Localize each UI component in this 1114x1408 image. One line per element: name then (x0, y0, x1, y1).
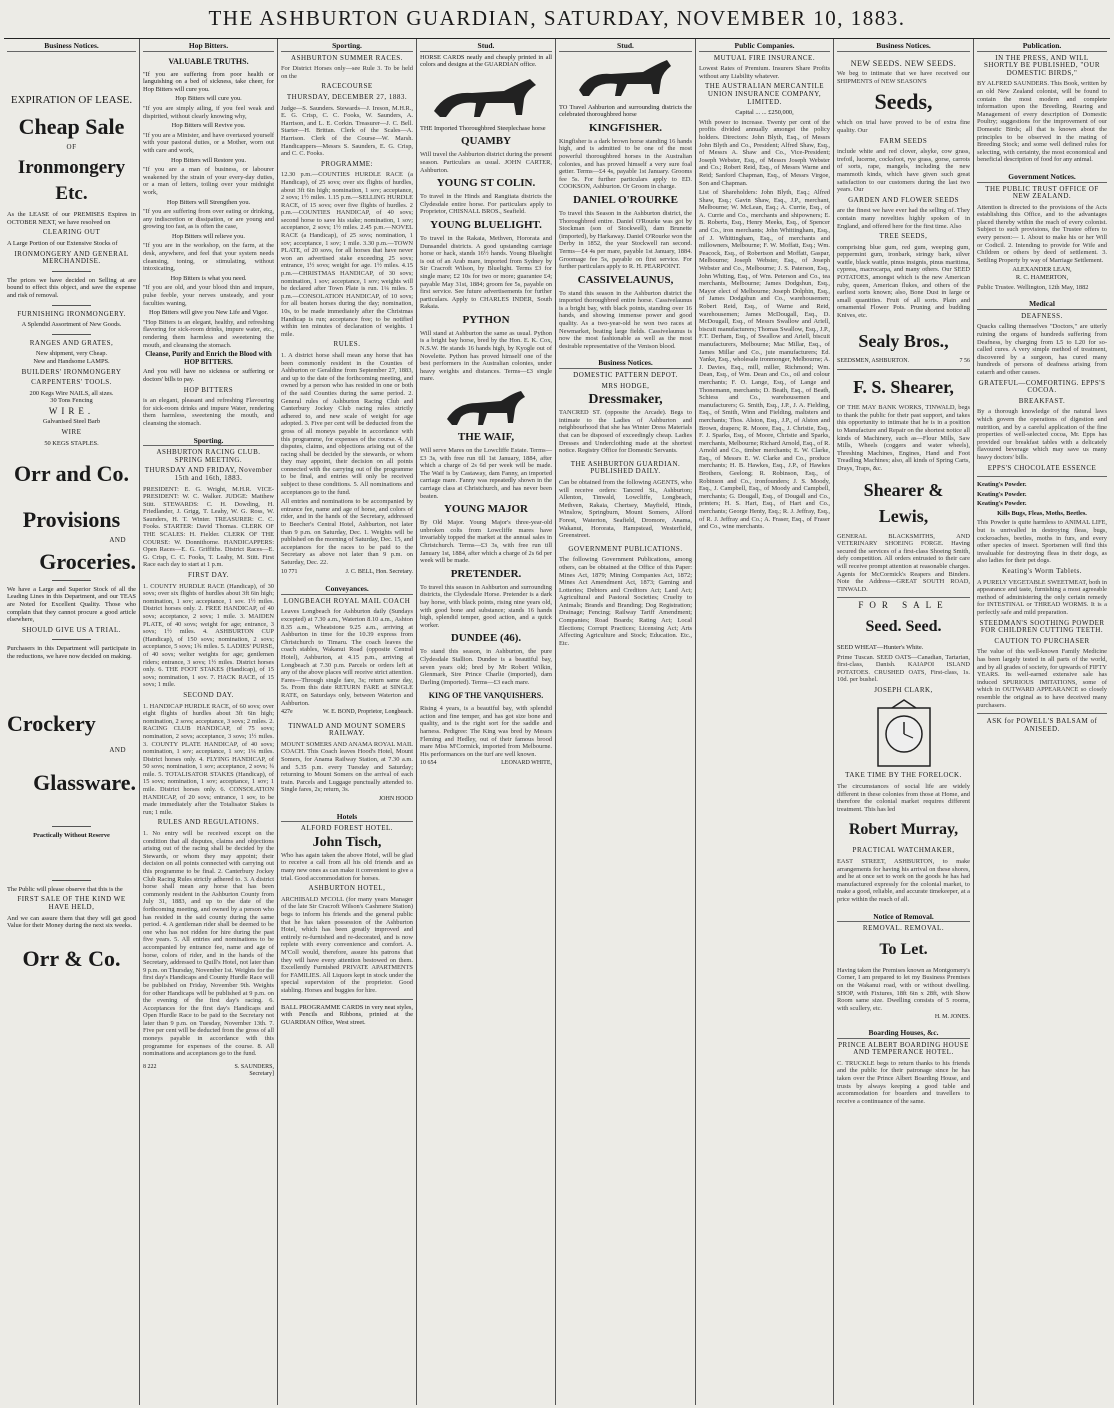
section-heading: Sporting. (281, 39, 413, 52)
section-heading: Business Notices. (559, 356, 692, 369)
clock-illustration (872, 698, 936, 768)
ad-heading: LONGBEACH ROYAL MAIL COACH (283, 596, 411, 605)
ad-text: New shipment, very Cheap. (35, 350, 108, 358)
ad-text: OF (66, 142, 77, 151)
ad-text: SEEDSMEN, ASHBURTON. (837, 357, 910, 364)
ad-heading: To Let. (879, 940, 928, 958)
ad-heading: Provisions (22, 507, 121, 533)
ad-text: MRS HODGE, (601, 381, 650, 390)
ad-heading: TAKE TIME BY THE FORELOCK. (845, 771, 962, 780)
ad-heading: KING OF THE VANQUISHERS. (428, 691, 544, 701)
ad-heading: ASHBURTON HOTEL, (308, 884, 386, 893)
column-3: Sporting. ASHBURTON SUMMER RACES. For District Horses only—see Rule 3. To be held on the RACECOURSE THURSDAY, DECEMBER 27, 1883. Judge—S. Saunders. Stewards—J. Ireson, M.H.R., E. G. Crisp, C. C. Fooks, W. Saunders, A. Harrison, and L. E. Corkin. Treasurer—J. C. Bell. Starter—H. Brittan. Clerk of the Scales—A. Harrison. Clerk of the Course—W. Marsh. Handicappers—Messrs S. Saunders, E. G. Crisp, and C. C. Fooks. PROGRAMME: 12.30 p.m.—COUNTIES HURDLE RACE (a Handicap), of 25 sovs; over six flights of hurdles, about 3ft 6in high; nomination, 1 sov; acceptance, 2 sovs; 1½ miles. 1.15 p.m.—SELLING HURDLE RACE, of 15 sovs; over five flights of hurdles. 2 p.m.—COUNTIES HANDICAP, of 40 sovs; second horse to save his stake; nomination, 1 sov; acceptance, 2 sovs; 1½ miles. 2.45 p.m.—NOVEL RACE (a Handicap), of 25 sovs; nomination, 1 sov; acceptance, 1 sov; 1 mile. 3.30 p.m.—TOWN PLATE, of 20 sovs, for all horses that have never won an advertised stake exceeding 25 sovs; entrance, 1½ sovs; weight for age. 1½ miles. 4.15 p.m.—CHRISTMAS HANDICAP, of 30 sovs; nomination, 1 sov; acceptance, 1 sov; weights will be declared after Town Plate is run. 1¼ miles. 5 p.m.—CONSOLATION HANDICAP, of 10 sovs; for all beaten horses during the day; nomination, 10s, to be made immediately after the Christmas Handicap is run; acceptance free; to be notified within ten minutes of declaration of weights. 1 mile. RULES. 1. A district horse shall mean any horse that has been commonly resident in the Counties of Ashburton or Geraldine from September 27, 1883, and up to the date of the forthcoming meeting, and owned by a person who has resided in one or both of the said Counties during the same period. 2. General rules of Ashburton Racing Club and Canterbury Jockey Club racing rules strictly adhered to, and new scale of weight for age adopted. 3. Five per cent will be deducted from the gross of all moneys payable in accordance with this programme, for expenses of the course. 4. All disputes, claims, and objections arising out of the racing shall be decided by the stewards, or whom they may appoint, their decision on all points connected with the carrying out of the programme to be final, and entries will only be received subject to these conditions. 5. All nominations and acceptances go to the fund. All entries and nominations to be accompanied by entrance fee, name and age of horse, and colors of rider, and in the hands of the Secretary, addressed to Beecher's Central Hotel, Ashburton, not later than 9 p.m. on Saturday, Dec. 1. Weights will be published on the morning of Saturday, Dec. 15, and acceptances for the races to be paid to the Secretary as above not later than 9 p.m. on Saturday, Dec. 22. 10 771 J. C. BELL, Hon. Secretary. Conveyances. LONGBEACH ROYAL MAIL COACH Leaves Longbeach for Ashburton daily (Sundays excepted) at 7.30 a.m., Waterton 8.10 a.m., Ashton 8.35 a.m., Wheatstone 9.25 a.m., arriving at Ashburton in time for the 10.39 express from Christchurch to Timaru. The coach leaves the coach stables, Wakanui Road (opposite Central Hotel), Ashburton, at 4.15 p.m., arriving at Longbeach at 7.30 p.m. Parcels or orders left at any of the above places will receive strict attention. Fares—Through single fare, 3s; return same day, 5s. From this date RETURN FARE at SINGLE RATE, on Saturdays only, between Waterton and Ashburton. 427e W. E. BOND, Proprietor, Longbeach. TINWALD AND MOUNT SOMERS RAILWAY. MOUNT SOMERS AND ANAMA ROYAL MAIL COACH. This Coach leaves Hood's Hotel, Mount Somers, for Anama Railway Station, at 7.30 a.m. and 5.35 p.m. every Tuesday and Saturday; returning to Mount Somers on the arrival of each train. Parcels and Luggage punctually attended to. Single fares, 2s; return, 3s. JOHN HOOD Hotels ALFORD FOREST HOTEL. John Tisch, Who has again taken the above Hotel, will be glad to receive a call from all his old friends and as many new ones as can make it convenient to give a trial. Good accommodation for horses. ASHBURTON HOTEL, ARCHIBALD M'COLL (for many years Manager of the late Sir Cracroft Wilson's Cashmere Station) begs to inform his friends and the general public that he has taken possession of the Ashburton Hotel, which has been greatly improved and entirely re-furnished and re-decorated, and is now replete with every convenience and comfort. A. M'Coll would, therefore, assure his patrons that they will have every attention bestowed on them. Excellently Furnished PRIVATE APARTMENTS for FAMILIES. All Liquors kept in stock under the special supervision of the proprietor. Good stabling. Horses and buggies for hire. BALL PROGRAMME CARDS in very neat styles, with Pencils and Ribbons, printed at the GUARDIAN Office, West street. (277, 39, 416, 1405)
ad-heading: GRATEFUL—COMFORTING. EPPS'S COCOA. (978, 378, 1106, 395)
ad-text: AND (109, 536, 126, 545)
ad-heading: John Tisch, (312, 834, 382, 850)
ad-heading: THE WAIF, (457, 431, 515, 444)
ad-text: Hop Bitters will cure you. (175, 95, 242, 103)
section-heading: Hotels (281, 810, 413, 823)
ad-heading: CAUTION TO PURCHASER (994, 636, 1090, 645)
ad-text: Keating's Powder. (977, 481, 1027, 489)
ad-text: IRONMONGERY AND GENERAL MERCHANDISE. (14, 249, 129, 266)
ad-text: A Splendid Assortment of New Goods. (21, 321, 122, 329)
ad-text: Cleanse, Purify and Enrich the Blood with HOP BITTERS. (145, 350, 272, 366)
ad-text: Keating's Powder. (977, 500, 1027, 508)
ad-text: Galvanised Steel Barb (42, 418, 101, 426)
ad-text: BREAKFAST. (1018, 396, 1066, 405)
section-heading: Stud. (420, 39, 552, 52)
section-heading: Sporting. (143, 434, 274, 447)
ad-text: RANGES AND GRATES, (29, 338, 114, 347)
ad-text: WIRE. (48, 405, 95, 416)
ad-heading: TINWALD AND MOUNT SOMERS RAILWAY. (288, 721, 406, 738)
ad-heading: PRETENDER. (450, 567, 522, 580)
column-2: Hop Bitters. VALUABLE TRUTHS. "If you are suffering from poor health or languishing on a bed of sickness, take cheer, for Hop Bitters will cure you. Hop Bitters will cure you. "If you are simply ailing, if you feel weak and dispirited, without clearly knowing why, Hop Bitters will Revive you. "If you are a Minister, and have overtaxed yourself with your pastoral duties, or a Mother, worn out with care and work, Hop Bitters will Restore you. "If you are a man of business, or labourer weakened by the strain of your every-day duties, or a man of letters, toiling over your midnight work, Hop Bitters will Strengthen you. "If you are suffering from over eating or drinking, any indiscretion or dissipation, or are young and growing too fast, as is often the case, Hop Bitters will relieve you. "If you are in the workshop, on the farm, at the desk, anywhere, and feel that your system needs cleansing, toning, or stimulating, without intoxicating, Hop Bitters is what you need. "If you are old, and your blood thin and impure, pulse feeble, your nerves unsteady, and your faculties waning, Hop Bitters will give you New Life and Vigor. "Hop Bitters is an elegant, healthy, and refreshing flavoring for sick-room drinks, impure water, etc., rendering them harmless and sweetening the mouth, and cleansing the stomach. Cleanse, Purify and Enrich the Blood with HOP BITTERS. And you will have no sickness or suffering or doctors' bills to pay. HOP BITTERS is an elegant, pleasant and refreshing Flavouring for sick-room drinks and impure Water, rendering them harmless, sweetening the mouth, and cleansing the stomach. Sporting. ASHBURTON RACING CLUB. SPRING MEETING. THURSDAY AND FRIDAY, November 15th and 16th, 1883. PRESIDENT: E. G. Wright, M.H.R. VICE-PRESIDENT: W. C. Walker. JUDGE: Matthew Stitt. STEWARDS: C. H. Dowding, H. Friedlander, J. Grigg, T. Leahy, W. G. Ross, W. Saunders, H. T. Winter. TREASURER: C. C. Fooks. STARTER: David Thomas. CLERK OF THE SCALES: H. Fielder. CLERK OF THE COURSE: W. Donnithorne. HANDICAPPERS: Open Races—E. G. Griffiths. District Races—E. G. Crisp, C. C. Fooks, T. Leahy, M. Stitt. First Race each day to start at 1 p.m. FIRST DAY. 1. COUNTY HURDLE RACE (Handicap), of 30 sovs; over six flights of hurdles about 3ft 6in high; nomination, 1 sov; acceptance, 1 sov. 1½ miles. District horses only. 2. FREE HANDICAP, of 40 sovs; acceptance, 2 sovs; 1 mile. 3. MAIDEN PLATE, of 40 sovs; weight for age; entrance, 3 sovs; 1½ miles. 4. ASHBURTON CUP (Handicap), of 150 sovs; nomination, 2 sovs; acceptance, 5 sovs; 1¾ miles. 5. LADIES' PURSE, of 40 sovs; welter weights for age; gentlemen riders; entrance, 3 sovs; 1½ miles. District horses only. 6. THE FOOT STAKES (Handicap), of 15 sovs; nomination, 1 sov. 7. HACK RACE, of 15 sovs; 1 mile. SECOND DAY. 1. HANDICAP HURDLE RACE, of 60 sovs; over eight flights of hurdles about 3ft 6in high; nomination, 2 sovs; acceptance, 3 sovs; 2 miles. 2. RACING CLUB HANDICAP, of 75 sovs; nomination, 2 sovs; acceptance, 3 sovs; 1½ miles. 3. COUNTY PLATE HANDICAP, of 40 sovs; nomination, 1 sov; acceptance, 1 sov; 1¼ miles. District horses only. 4. FLYING HANDICAP, of 50 sovs; nomination, 1 sov; acceptance, 2 sovs; ¾ mile. 5. TOTALISATOR STAKES (Handicap), of 15 sovs; nomination, 1 sov; acceptance, 1 sov; 1 mile. District horses only. 6. CONSOLATION HANDICAP, of 20 sovs; entrance, 1 sov, to be made immediately after the Totalisator Stakes is run; 1 mile. RULES AND REGULATIONS. 1. No entry will be received except on the condition that all disputes, claims and objections arising out of the racing shall be decided by the Stewards, or whom they may appoint; their decision on all points connected with carrying out this programme to be final. 2. Canterbury Jockey Club Racing Rules strictly adhered to. 3. A district horse shall mean any horse that has been commonly resident in the Ashburton County from July 31, 1883, and up to the date of the forthcoming meeting, and owned by a person who has resided in the said county during the same period. 4. A gentleman rider shall be deemed to be one who has not ridden for hire during the past five years. 5. All entries and nominations to be accompanied by entrance fee, name and age of horse, colors of rider, and in the hands of the Secretary, addressed to Quill's Hotel, not later than 9 p.m. on Thursday, November 1st. Weights for the first day's Handicaps and County Hurdle Race will be published on Friday, November 9th. Weights for other Handicaps will be published at 9 p.m. on the evening of the first day's racing. 6. Acceptances for the first day's Handicaps and Open Hurdle Race to be paid to the Secretary not later than 9 p.m. on Tuesday, November 13th. 7. Five per cent will be deducted from the gross of all moneys payable in accordance with this programme for expenses of the course. 8. All nominations and acceptances go to the fund. 8 222 S. SAUNDERS, Secretary] (139, 39, 277, 1405)
ad-heading: PYTHON (462, 313, 510, 326)
section-heading: Government Notices. (977, 170, 1107, 183)
ad-heading: STEEDMAN'S SOOTHING POWDER FOR CHILDREN CUTTING TEETH. (979, 618, 1105, 635)
ad-heading: DEAFNESS. (1021, 311, 1063, 320)
ad-text: Purchasers in this Department will participate in the reductions, we have now decided on making. (7, 645, 136, 660)
ad-heading: VALUABLE TRUTHS. (168, 56, 249, 66)
ad-heading: DANIEL O'ROURKE (573, 193, 678, 206)
ad-heading: THE AUSTRALIAN MERCANTILE UNION INSURANCE COMPANY, LIMITED. (704, 82, 825, 106)
ad-text: And you will have no sickness or suffering or doctors' bills to pay. (143, 368, 274, 383)
ad-text: CLEARING OUT (42, 228, 101, 237)
ad-text: THE Imported Thoroughbred Steeplechase horse (420, 124, 546, 132)
ad-heading: IN THE PRESS, AND WILL SHORTLY BE PUBLISHED, "OUR DOMESTIC BIRDS," (984, 53, 1100, 77)
ad-text: AND (109, 745, 126, 754)
ad-heading: YOUNG MAJOR (443, 503, 529, 516)
section-heading: Business Notices. (7, 39, 136, 52)
ad-text: FURNISHING IRONMONGERY. (17, 309, 126, 318)
ad-text: The Public will please observe that this is the (7, 885, 123, 893)
ad-heading: DOMESTIC PATTERN DEPOT. (573, 371, 678, 380)
newspaper-page (4, 38, 1110, 1405)
ad-heading: Orr and Co. (13, 461, 130, 487)
section-heading: Business Notices. (837, 39, 970, 52)
ad-heading: Keating's Worm Tablets. (1001, 567, 1083, 576)
ad-text: HORSE CARDS neatly and cheaply printed in all colors and designs at the GUARDIAN office. (420, 53, 552, 69)
signature-title: Secretary] (249, 1071, 274, 1078)
section-heading: Boarding Houses, &c. (837, 1026, 970, 1039)
ad-heading: EXPIRATION OF LEASE. (10, 93, 133, 106)
ad-heading: Seeds, (874, 89, 933, 115)
ad-text: THURSDAY AND FRIDAY, November 15th and 16th, 1883. (144, 466, 273, 482)
signature: LEONARD WHITE, (501, 760, 552, 767)
horse-illustration (441, 387, 531, 427)
section-heading: Hop Bitters. (143, 39, 274, 52)
ad-heading: ASHBURTON RACING CLUB. SPRING MEETING. (156, 448, 261, 464)
ad-heading: QUAMBY (460, 135, 512, 148)
ad-text: 200 Kegs Wire NAILS, all sizes. (29, 389, 114, 397)
ad-heading: YOUNG BLUELIGHT. (430, 218, 542, 231)
ad-heading: Robert Murray, (848, 821, 959, 839)
section-heading: Stud. (559, 39, 692, 52)
ad-heading: CASSIVELAUNUS, (577, 273, 674, 286)
ad-text: BUILDERS' IRONMONGERY (21, 367, 122, 376)
ad-heading: GOVERNMENT PUBLICATIONS. (568, 544, 683, 553)
horse-illustration (426, 73, 546, 121)
ad-heading: Seed. Seed. (865, 617, 942, 635)
ad-text: Keating's Powder. (977, 490, 1027, 498)
ad-text: RULES. (333, 340, 361, 349)
ad-text: Kills Bugs, Fleas, Moths, Beetles. (997, 509, 1087, 517)
ad-text: Hop Bitters will Revive you. (171, 122, 246, 130)
ad-text: GARDEN AND FLOWER SEEDS (848, 195, 959, 204)
ad-text: We have a Large and Superior Stock of all the Leading Lines in this Department, and our TEAS are Noted for Excellent Quality. Those who complain that they cannot procure a good article elsewhere, (7, 585, 136, 624)
ad-heading: MUTUAL FIRE INSURANCE. (713, 53, 816, 62)
column-6: Public Companies. MUTUAL FIRE INSURANCE. Lowest Rates of Premium. Insurers Share Profits without any Liability whatever. THE AUSTRALIAN MERCANTILE UNION INSURANCE COMPANY, LIMITED. Capital ... ... £250,000, With power to increase. Twenty per cent of the profits divided annually amongst the policy holders. Directors: John Blyth, Esq., of Messrs John Blyth and Co., President; Alfred Shaw, Esq., of Messrs A. Shaw and Co., Vice-President; Joseph Webster, Esq., of Messrs Joseph Webster and Co.; Robert Reid, Esq., of Messrs Warne and Reid; Sanford Chapman, Esq., of Messrs Virgoe, Son and Chapman. List of Shareholders: John Blyth, Esq.; Alfred Shaw, Esq.; Gavin Shaw, Esq., J.P., merchant, Melbourne; W. McLean, Esq.; A. Currie, Esq., of A. Currie and Co., merchants and shipowners; E. B. Roberts, Esq., Henry Meeks, Esq., of Spencer and Co., iron merchants; John Whittingham, Esq., of J. Whittingham, Esq., of merchants and millowners, Melbourne; F. W. Moffatt, Esq.; Wm. Peacock, Esq., of Robertson and Moffatt, Gaspar, Melbourne; Joseph Webster, Esq., of Joseph Webster and Co., Melbourne; J. S. Paterson, Esq., John Whiting, Esq., of Wm. Peterson and Co., tea merchants, Melbourne; James Dodgshun, Esq., Mayor elect of Melbourne; Joseph Dolphin, Esq., of James Dodgshun and Co., warehousemen; Robert Reid, Esq., of Warne and Reid, warehousemen; James McDougall, Esq., D. McDougall, Esq., of Messrs Swallow and Ariell, biscuit manufacturers; Thomas Swallow, Esq., J.P., F.T. Derham, Esq., of Swallow and Ariell, biscuit manufacturers, Melbourne; Mac Millar, Esq., of James Millar and Co., jute manufacturers; Ed. Yanke, Esq., wholesale ironmonger, Melbourne; A. J. Davies, Esq., mill, miller, Richmond; Wm. Dean, Esq., of Wm. Dean and Co., oil and colour merchants; F. O. Lange, Esq., of Lange and Thonemann, merchants; D. Beath, Esq., of Beath, Schiess and Co., warehousemen and manufacturers; G. Smith, Esq., J.P., J. A. Fielding, Esq., of Smith, Winn and Fielding, maltsters and merchants; Thos. Alston, Esq., J.P., of Alston and Brown, drapers; R. Moore, Esq., J. Christie, Esq., F. J. Sparks, Esq., of Moore, Christie and Sparks, merchants, Melbourne; Richard Arnold, Esq., of R. Arnold and Co., timber merchants; E. W. Clarke, Esq., of Messrs E. W. Clarke and Co., produce merchants; H. B. Hawkes, Esq., J.P., of Hawkes Brothers, Geelong; R. Robinson, Esq., of Robinson and Co., ironfounders; J. S. Moody, Esq., J. Campbell, Esq., of Moody and Campbell, merchants; G. Dougall, Esq., of Dougall and Co., printers; H. S. Hart, Esq., of Hart and Co., merchants; George Henty, Esq.; R. J. Jeffray, Esq., of R. J. Jeffray and Co.; A. Fraser, Esq., of Fraser and Co., wine merchants. (695, 39, 833, 1405)
ad-text: JOSEPH CLARK, (874, 685, 933, 694)
ad-text: The prices we have decided on Selling at are bound to effect this object, and save the expense and risk of removal. (7, 276, 136, 299)
ad-text: "If you are suffering from poor health or languishing on a bed of sickness, take cheer, for Hop Bitters will cure you. (143, 70, 274, 93)
ad-heading: Groceries. (39, 548, 136, 574)
ad-heading: F. S. Shearer, (853, 377, 954, 398)
ad-text: As the LEASE of our PREMISES Expires in OCTOBER NEXT, we have resolved on (7, 211, 136, 226)
ad-text: EPPS'S CHOCOLATE ESSENCE (987, 463, 1097, 472)
ad-heading: Shearer & Lewis, (863, 479, 944, 526)
ad-text: FIRST SALE OF THE KIND WE HAVE HELD, (17, 895, 126, 911)
ad-text: FIRST DAY. (187, 571, 230, 580)
newspaper-title: THE ASHBURTON GUARDIAN, SATURDAY, NOVEMBER 10, 1883. (208, 6, 906, 30)
ad-heading: ALFORD FOREST HOTEL. (300, 824, 394, 833)
ad-text: New and Handsome LAMPS. (33, 357, 110, 365)
ad-text: CARPENTERS' TOOLS. (31, 378, 112, 387)
ad-text: Hop Bitters will Restore you. (170, 156, 247, 164)
horse-illustration (571, 56, 681, 100)
ad-text: BALL PROGRAMME CARDS in very neat styles, with Pencils and Ribbons, printed at the GUARDIAN Office, West street. (281, 1003, 413, 1026)
ad-text: PRACTICAL WATCHMAKER, (852, 846, 955, 855)
ad-text: R. C. HAMERTON, (1015, 274, 1069, 282)
ad-heading: THE PUBLIC TRUST OFFICE OF NEW ZEALAND. (985, 184, 1099, 201)
ad-text: A Large Portion of our Extensive Stocks of (7, 239, 118, 247)
ad-text: Hop Bitters will relieve you. (172, 232, 245, 240)
ad-heading: Orr & Co. (22, 945, 121, 971)
ad-text: RULES AND REGULATIONS. (157, 818, 260, 827)
ad-text: And we can assure them that they will get good Value for their Money during the next six weeks. (7, 914, 136, 930)
ad-heading: Ironmongery Etc. (17, 157, 126, 205)
column-1 (4, 39, 139, 1405)
section-heading: Medical (977, 297, 1107, 310)
ad-heading: REMOVAL. REMOVAL. (862, 924, 945, 933)
section-heading: Notice of Removal. (837, 910, 970, 923)
column-5: Stud. TO Travel Ashburton and surrounding districts the celebrated thoroughbred horse KINGFISHER. Kingfisher is a dark brown horse standing 16 hands high, and is admitted to be one of the most powerful thoroughbred horses in the Australian colonies, and has proved himself a very sure foal getter. Terms—£4 4s, payable 1st January. Grooms fee 5s. For further particulars apply to ED. COOKSON, Ashburton. Or Groom in charge. DANIEL O'ROURKE To travel this Season in the Ashburton district, the Thoroughbred entire. Daniel O'Rourke was got by Stockman (son of Stockwell), dam Brunette (imported), by Harkaway. Daniel O'Rourke won the Derby in 1852, the year Stockwell ran second. Terms—£4 4s per mare, payable 1st January, 1884. Groomage fee 5s, payable on first service. For further particulars apply to R. H. PEARPOINT. CASSIVELAUNUS, To stand this season in the Ashburton district the imported thoroughbred entire horse. Cassivelaunus is a bright bay, with black points, standing over 16 hands, and showing immense power and good quality. As a two-year-old he won two races at Newmarket, beating large fields. Cassivelaunus is now the most fashionable as well as the most desirable representative of the Venison blood. Business Notices. DOMESTIC PATTERN DEPOT. MRS HODGE, Dressmaker, TANCRED ST. (opposite the Arcade). Begs to intimate to the Ladies of Ashburton and neighbourhood that she has Winter Dress Materials that can be disposed of exceedingly cheap. Ladies Dresses and Underclothing made at the shortest notice. Registry Office for Domestic Servants. THE ASHBURTON GUARDIAN. PUBLISHED DAILY. Can be obtained from the following AGENTS, who will receive orders: Tancred St., Ashburton; Allenton, Tinwald, Lowcliffe, Longbeach, Methven, Rakaia, Chertsey, Mayfield, Hinds, Winslow, Springburn, Mount Somers, Alford Forest, Waterton, Seafield, Dromore, Anama, Wakanui, Hororata, Hampstead, Westerfield, Greenstreet. GOVERNMENT PUBLICATIONS. The following Government Publications, among others, can be obtained at the Office of this Paper: Mines Act, 1879; Mining Companies Act, 1872; Mines Act Amendment Act, 1873; Gaming and Lotteries; Debtors and Creditors Act; Land Act; Agricultural and Pastoral Societies; Cruelty to Animals; Brands and Branding; Dog Registration; Drainage; Fencing; Railway Tariff Amendment; Companies; Road Boards; Rating Act; Local Elections; Corrupt Practices; Licensing Act; Arts Affecting Agriculture and Stock; Education. Etc., Etc. (555, 39, 695, 1405)
ad-text: 30 Tons Fencing (50, 397, 93, 405)
ad-text: 50 KEGS STAPLES. (44, 439, 99, 447)
ad-text: Capital ... ... £250,000, (735, 109, 794, 117)
ad-text: ALEXANDER LEAN, (1012, 266, 1072, 274)
ad-text: SHOULD GIVE US A TRIAL. (21, 625, 122, 634)
column-8: Publication. IN THE PRESS, AND WILL SHORTLY BE PUBLISHED, "OUR DOMESTIC BIRDS," BY ALFRED SAUNDERS. This Book, written by an old New Zealand colonist, will be found to contain the most modern and complete information upon the Breeding, Rearing and Management of every description of Domestic Poultry; suggestions for the improvement of our Domestic Birds; all that is known about the principles to be observed in the mating of Breeding Stock; and some well defined rules for selecting, with certainty, the most economical and beneficial description of food for any animal. Government Notices. THE PUBLIC TRUST OFFICE OF NEW ZEALAND. Attention is directed to the provisions of the Acts establishing this Office, and to the advantages placed thereby within the reach of every colonist. Subject to such provisions, the Trustee offers to every person:— 1. About to make his or her Will or Codicil. 2. Intending to provide for Wife and Children or others by deed of settlement. 3. Settling Property by way of Marriage Settlement. ALEXANDER LEAN, R. C. HAMERTON, Public Trustee. Wellington, 12th May, 1882 Medical DEAFNESS. Quacks calling themselves "Doctors," are utterly ruining the organs of hundreds suffering from Deafness, by charging from L5 to L20 for so-called cures. A very simple method of treatment, discovered by a surgeon, has cured many hundreds of persons of deafness arising from catarrh and other causes. GRATEFUL—COMFORTING. EPPS'S COCOA. BREAKFAST. By a thorough knowledge of the natural laws which govern the operations of digestion and nutrition, and by a careful application of the fine properties of well-selected cocoa, Mr. Epps has provided our breakfast tables with a delicately flavoured beverage which may save us many heavy doctors' bills. EPPS'S CHOCOLATE ESSENCE Keating's Powder. Keating's Powder. Keating's Powder. Kills Bugs, Fleas, Moths, Beetles. This Powder is quite harmless to ANIMAL LIFE, but is unrivalled in destroying fleas, bugs, cockroaches, beetles, moths in furs, and every other species of insect. Sportsmen will find this invaluable for destroying fleas in their dogs, as also ladies for their pet dogs. Keating's Worm Tablets. A PURELY VEGETABLE SWEETMEAT, both in appearance and taste, furnishing a most agreeable method of administering the only certain remedy for INTESTINAL or THREAD WORMS. It is a perfectly safe and mild preparation. STEEDMAN'S SOOTHING POWDER FOR CHILDREN CUTTING TEETH. CAUTION TO PURCHASER The value of this well-known Family Medicine has been largely tested in all parts of the world, and by all grades of society, for upwards of FIFTY YEARS. Its well-earned extensive sale has induced SPURIOUS IMITATIONS, some of which in OUTWARD APPEARANCE so closely resemble the original as to have deceived many purchasers. ASK for POWELL'S BALSAM of ANISEED. (973, 39, 1110, 1405)
section-heading: Public Companies. (699, 39, 830, 52)
ad-heading: Dressmaker, (588, 392, 663, 408)
signature: S. SAUNDERS, (234, 1063, 274, 1070)
ad-heading: NEW SEEDS. NEW SEEDS. (850, 58, 957, 68)
ad-heading: KINGFISHER. (588, 121, 663, 134)
ad-text: PROGRAMME: (320, 159, 374, 168)
ad-text: THURSDAY, DECEMBER 27, 1883. (286, 92, 408, 101)
ad-text: Hop Bitters will give you New Life and Vigor. (149, 309, 268, 317)
ad-text: FARM SEEDS (879, 136, 928, 145)
section-heading: Publication. (977, 39, 1107, 52)
ad-heading: PRINCE ALBERT BOARDING HOUSE AND TEMPERANCE HOTEL. (838, 1040, 969, 1057)
ad-heading: ASHBURTON SUMMER RACES. (291, 53, 403, 62)
ad-heading: Crockery (7, 710, 96, 736)
section-heading: Conveyances. (281, 582, 413, 595)
ad-text: RACECOURSE (321, 82, 373, 91)
ad-text: Practically Without Reserve (33, 832, 110, 840)
masthead (0, 0, 1114, 40)
column-7: Business Notices. NEW SEEDS. NEW SEEDS. We beg to intimate that we have received our SHIPMENTS of NEW SEASON'S Seeds, which on trial have proved to be of extra fine quality. Our FARM SEEDS include white and red clover, alsyke, cow grass, trefoil, lucerne, cocksfoot, rye grass, gorse, carrots of sorts, rape, mangels, including the new mammoth kinds, which have given such great satisfaction to our customers during the last two years. Our GARDEN AND FLOWER SEEDS are the finest we have ever had the selling of. They contain many novelties highly spoken of in England, and offered here for the first time. Also TREE SEEDS, comprising blue gum, red gum, weeping gum, peppermint gum, ironbark, stringy bark, silver wattle, black wattle, pinus insignis, pinus maritima, cypress, macrocarpa, and many others. Our SEED POTATOES, amongst which is the new American ruby, queen, American flukes, and others of the earliest sorts known; also, Bone Dust in large or small quantities. Fruit of all sorts. Plain and ornamental Flower Pots. Pruning and budding Knives, etc. Sealy Bros., SEEDSMEN, ASHBURTON. 7 56 F. S. Shearer, OF THE MAY BANK WORKS, TINWALD, begs to thank the public for their past support, and takes this opportunity to intimate that he is in a position to Manufacture and Repair on the shortest notice all kinds of Machinery, such as—Flour Mills, Saw Mills, Wheels (coggers and water wheels), Threshing Machines, Engines, Hand and Foot Treadling Machines; also, all kinds of Spring Carts, Drays, Traps, &c. Shearer & Lewis, GENERAL BLACKSMITHS, AND VETERINARY SHOEING FORGE. Having secured the services of a first-class Shoeing Smith, defy competition. All orders entrusted to their care will receive prompt attention at reasonable charges. Agents for McCormick's Reapers and Binders. Note the Address—GREAT SOUTH ROAD, TINWALD. FOR SALE Seed. Seed. SEED WHEAT—Hunter's White. Prime Tuscan. SEED OATS—Canadian, Tartarian, first-class, Danish. KAIAPOI ISLAND POTATOES. CRUSHED OATS, First-class, 1s. 10d. per bushel. JOSEPH CLARK, TAKE TIME BY THE FORELOCK. The circumstances of social life are widely different in these colonies from those at Home, and therefore the colonial market requires different treatment. This has led Robert Murray, PRACTICAL WATCHMAKER, EAST STREET, ASHBURTON, to make arrangements for having his arrival on these shores, and he at once set to work on the goods he has had manufactured expressly for the colonial market, to make a good, reliable, and accurate timekeeper, at a price within the reach of all. Notice of Removal. REMOVAL. REMOVAL. To Let. Having taken the Premises known as Montgomery's Corner, I am prepared to let my Business Premises on the Wakanui road, with or without dwelling. SHOP, with Fixtures, 18ft 6in x 28ft, with Show Room same size. Dwelling consists of 5 rooms, with scullery, etc. H. M. JONES. Boarding Houses, &c. PRINCE ALBERT BOARDING HOUSE AND TEMPERANCE HOTEL. C. TRUCKLE begs to return thanks to his friends and the public for their patronage since he has taken over the Prince Albert Boarding House, and trusts by always keeping a good table and accommodation for boarders and travellers to receive a continuance of the same. (833, 39, 973, 1405)
ad-text: HOP BITTERS (183, 385, 234, 394)
ad-heading: Sealy Bros., (858, 330, 949, 351)
ad-heading: THE ASHBURTON GUARDIAN. PUBLISHED DAILY. (570, 459, 681, 476)
ad-heading: FOR SALE (858, 600, 949, 611)
ad-heading: Glassware. (33, 770, 136, 796)
ad-text: TREE SEEDS, (879, 232, 928, 241)
ad-text: Hop Bitters will Strengthen you. (166, 198, 251, 206)
signature: H. M. JONES. (934, 1014, 970, 1021)
ad-text: TO Travel Ashburton and surrounding districts the celebrated thoroughbred horse (559, 103, 692, 119)
ad-heading: ASK for POWELL'S BALSAM of ANISEED. (986, 717, 1098, 733)
ad-text: SEED WHEAT—Hunter's White. (837, 643, 924, 651)
column-4: Stud. HORSE CARDS neatly and cheaply printed in all colors and designs at the GUARDIAN office. THE Imported Thoroughbred Steeplechase horse QUAMBY Will travel the Ashburton district during the present season. Particulars as usual. JOHN CARTER, Ashburton. YOUNG ST COLIN. To travel in the Hinds and Rangitata districts the Clydesdale entire horse. For particulars apply to Proprietor, CHISNALL BROS., Seafield. YOUNG BLUELIGHT. To travel in the Rakaia, Methven, Hororata and Dunsandel districts. A good upstanding carriage horse or hack, stands 16½ hands. Young Bluelight is out of an Arab mare, imported from Sydney by Sir Cracroft Wilson, by Bluelight. Terms £3 for single mare; £2 10s for two or more; guarantee £4; payable May 31st, 1884; groom fee 5s, payable on first service. See future advertisements for further particulars. Apply to CHARLES INDER, South Rakaia. PYTHON Will stand at Ashburton the same as usual. Python is a bright bay horse, bred by the Hon. E. K. Cox, N.S.W. He stands 16 hands high, by Kyogle out of Novelette. Python has proved himself one of the best performers in the Australian colonies, under heavy weights and distances. Terms—£3 single mare. THE WAIF, Will serve Mares on the Lowcliffe Estate. Terms—£3 3s, with free run till 1st January, 1884, after which a charge of 2s 6d per week will be made. The Waif is by Castaway, dam Fanny, an imported carriage mare. Fanny was repeatedly shown in the carriage class at Christchurch, and has never been beaten. YOUNG MAJOR By Old Major. Young Major's three-year-old unbroken colts from Lowcliffe mares have invariably topped the market at the annual sales in Christchurch. Terms—£3 3s, with free run till January 1st, 1884, after which a charge of 2s 6d per week will be made. PRETENDER. To travel this season in Ashburton and surrounding districts, the Clydesdale Horse. Pretender is a dark bay horse, with black points, rising nine years old, with good bone and substance; stands 16 hands high, splendid temper, good action, and a quick worker. DUNDEE (46). To stand this season, in Ashburton, the pure Clydesdale Stallion. Dundee is a beautiful bay, seven years old; bred by Mr Robert Wilkin, Glenmark, Sire Prince Charlie (imported), dam Darling (imported). Terms—£3 each mare. KING OF THE VANQUISHERS. Rising 4 years, is a beautiful bay, with splendid action and fine temper, and has got size bone and quality, and is the right sort for the saddle and harness. Pedigree: The King was bred by Messrs Fleming and Hedley, out of their famous brood mare Miss M'Cormick, imported from Melbourne. His performances on the turf are well known. 10 654 LEONARD WHITE, (416, 39, 555, 1405)
ad-text: WIRE (61, 428, 82, 437)
ad-heading: YOUNG ST COLIN. (436, 177, 536, 190)
ad-text: SECOND DAY. (183, 690, 234, 699)
ad-heading: DUNDEE (46). (450, 632, 522, 645)
ad-text: Hop Bitters is what you need. (170, 274, 247, 282)
ad-heading: Cheap Sale (18, 113, 125, 139)
